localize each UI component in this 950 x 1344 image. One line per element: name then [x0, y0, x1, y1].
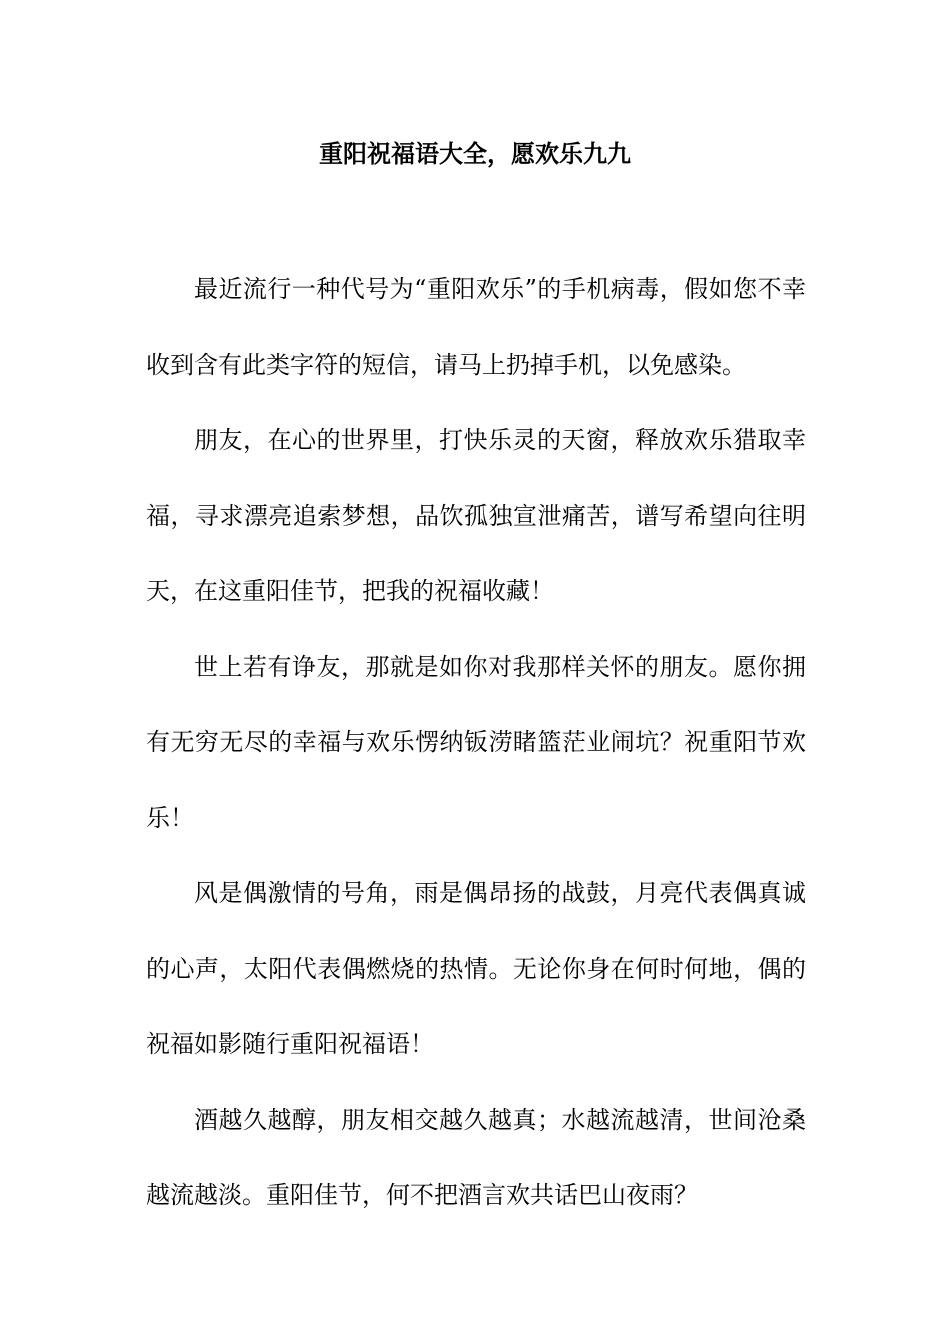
- paragraph: 世上若有诤友，那就是如你对我那样关怀的朋友。愿你拥有无穷无尽的幸福与欢乐愣纳钣涝睹篮茫业闹坑？祝重阳节欢乐！: [146, 652, 806, 832]
- paragraph: 风是偶激情的号角，雨是偶昂扬的战鼓，月亮代表偶真诚的心声，太阳代表偶燃烧的热情。无论你身在何时何地，偶的祝福如影随行重阳祝福语！: [146, 879, 806, 1058]
- paragraph: 朋友，在心的世界里，打快乐灵的天窗，释放欢乐猎取幸福，寻求漂亮追索梦想，品饮孤独宣泄痛苦，谱写希望向往明天，在这重阳佳节，把我的祝福收藏！: [146, 426, 806, 605]
- document-body: [146, 252, 806, 1234]
- paragraph: 酒越久越醇，朋友相交越久越真；水越流越清，世间沧桑越流越淡。重阳佳节，何不把酒言欢共话巴山夜雨？: [146, 1105, 806, 1209]
- document-title: 重阳祝福语大全，愿欢乐九九: [319, 139, 631, 168]
- paragraph: 最近流行一种代号为“重阳欢乐”的手机病毒，假如您不幸收到含有此类字符的短信，请马上扔掉手机，以免感染。: [146, 275, 806, 379]
